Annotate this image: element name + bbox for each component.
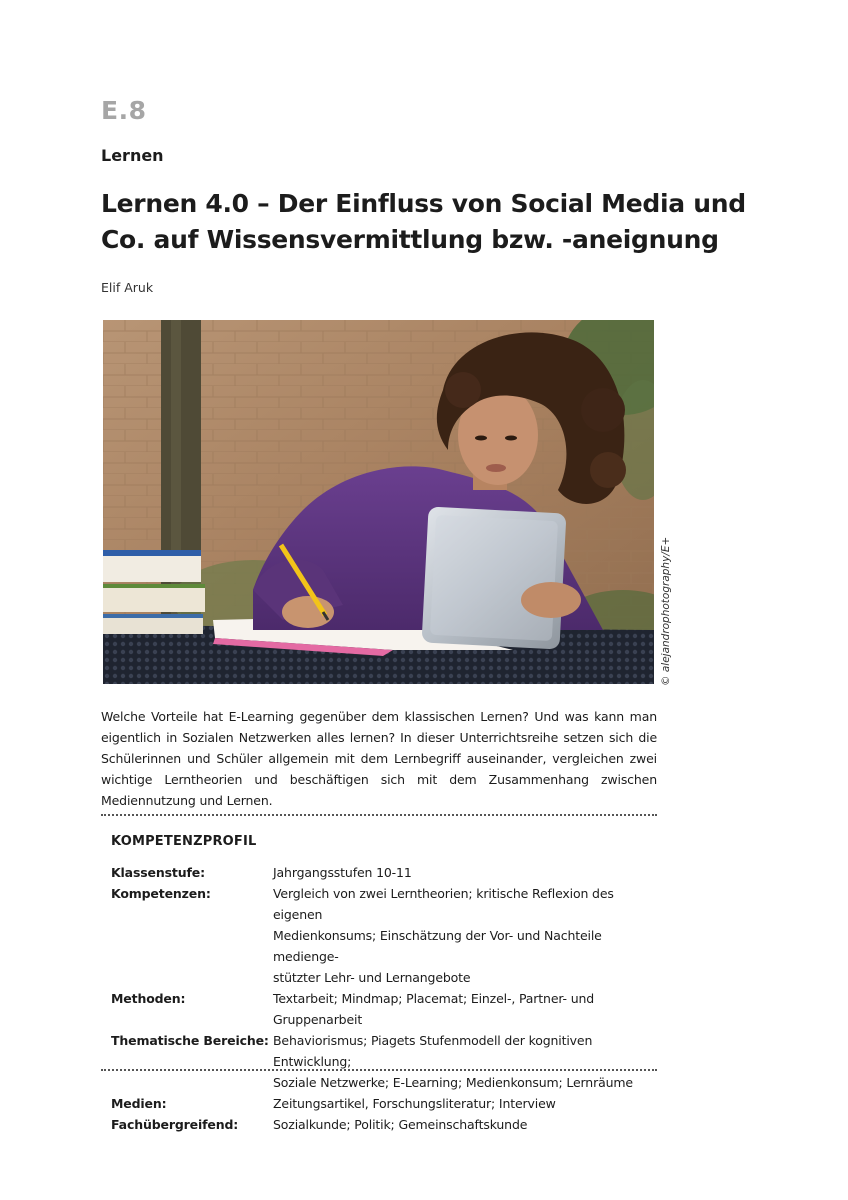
- profile-value-line: Behaviorismus; Piagets Stufenmodell der kognitiven Entwicklung;: [273, 1033, 593, 1069]
- profile-row-competences: [111, 883, 657, 988]
- profile-label: Medien:: [111, 1096, 167, 1111]
- intro-paragraph: Welche Vorteile hat E-Learning gegenüber dem klassischen Lernen? Und was kann man eigentlich in Sozialen Netzwerken alles lernen? In dieser Unterrichtsreihe setzen sich die Schülerinnen und Schüler allgemein mit dem Lernbegriff auseinander, vergleichen zwei wichtige Lerntheorien und beschäftigen sich mit dem Zusammenhang zwischen Mediennutzung und Lernen.: [101, 709, 657, 808]
- profile-label: Kompetenzen:: [111, 886, 211, 901]
- profile-value-line: Textarbeit; Mindmap; Placemat; Einzel-, Partner- und Gruppenarbeit: [273, 991, 595, 1027]
- profile-row-media: [111, 1093, 657, 1114]
- profile-value-line: Zeitungsartikel, Forschungsliteratur; Interview: [273, 1096, 556, 1111]
- profile-label: Methoden:: [111, 991, 186, 1006]
- profile-value: [273, 883, 657, 988]
- divider-bottom: [101, 1069, 657, 1071]
- photo-credit-text: © alejandrophotography/E+: [660, 536, 672, 686]
- competence-profile: [111, 862, 657, 1135]
- profile-label: Klassenstufe:: [111, 865, 205, 880]
- profile-value-line: Soziale Netzwerke; E-Learning; Medienkonsum; Lernräume: [273, 1075, 633, 1090]
- profile-label: Thematische Bereiche:: [111, 1033, 269, 1048]
- author-name: Elif Aruk: [101, 280, 154, 295]
- profile-value-line: Jahrgangsstufen 10-11: [273, 865, 412, 880]
- category-label: Lernen: [101, 146, 164, 165]
- profile-value: [273, 862, 657, 883]
- profile-value: [273, 1030, 657, 1093]
- profile-row-interdisciplinary: [111, 1114, 657, 1135]
- cover-photo: [103, 320, 654, 684]
- profile-value: [273, 988, 657, 1030]
- profile-row-methods: [111, 988, 657, 1030]
- photo-credit: [656, 536, 676, 686]
- profile-value-line: Sozialkunde; Politik; Gemeinschaftskunde: [273, 1117, 528, 1132]
- title-line-1: Lernen 4.0 – Der Einfluss von Social Media und: [101, 189, 746, 218]
- section-code: E.8: [101, 96, 147, 125]
- title-line-2: Co. auf Wissensvermittlung bzw. -aneignung: [101, 225, 719, 254]
- profile-heading: KOMPETENZPROFIL: [111, 834, 257, 849]
- divider-top: [101, 814, 657, 816]
- profile-value-line: stützter Lehr- und Lernangebote: [273, 970, 471, 985]
- profile-value-line: Vergleich von zwei Lerntheorien; kritische Reflexion des eigenen: [273, 886, 614, 922]
- profile-row-grade: [111, 862, 657, 883]
- profile-row-topics: [111, 1030, 657, 1093]
- profile-value: [273, 1093, 657, 1114]
- profile-value-line: Medienkonsums; Einschätzung der Vor- und Nachteile mediengе-: [273, 928, 602, 964]
- profile-value: [273, 1114, 657, 1135]
- page-title: [101, 186, 746, 258]
- profile-label: Fachübergreifend:: [111, 1117, 239, 1132]
